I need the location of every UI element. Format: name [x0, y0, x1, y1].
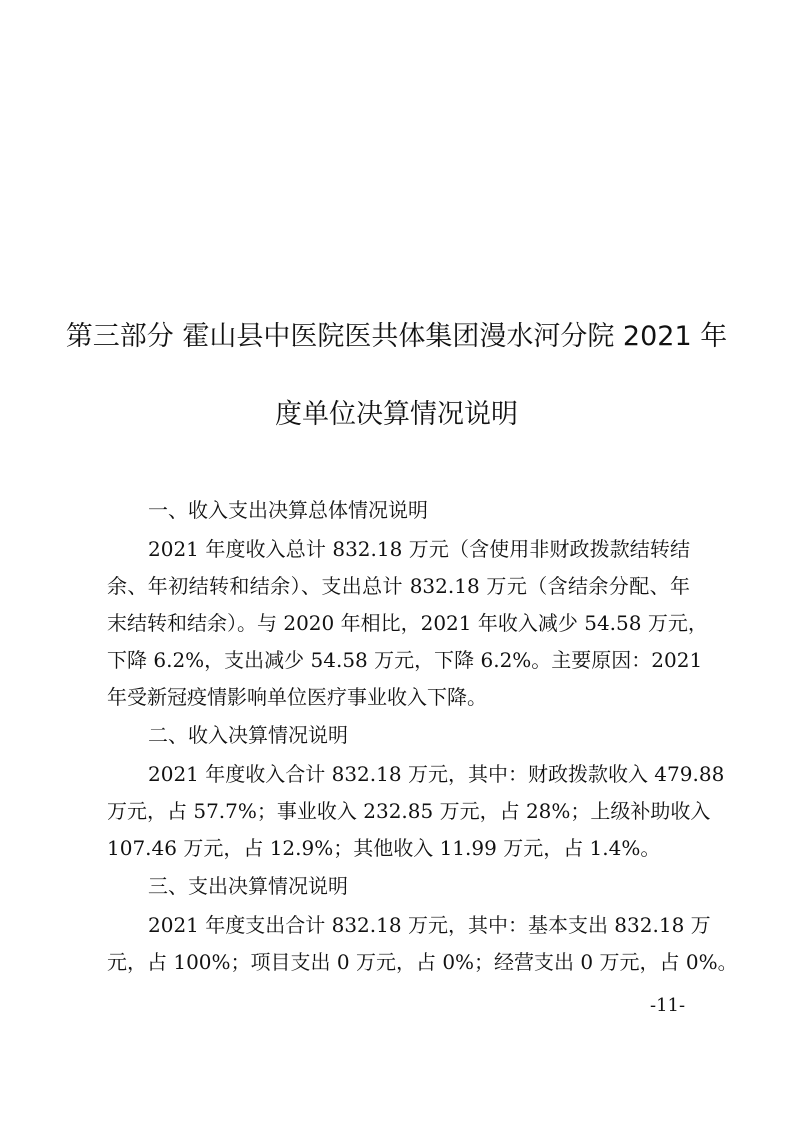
page-title-line-2: 度单位决算情况说明 — [275, 399, 518, 430]
paragraph-line: 元，占 100%；项目支出 0 万元，占 0%；经营支出 0 万元，占 0%。 — [107, 950, 738, 974]
paragraph-line: 余、年初结转和结余）、支出总计 832.18 万元（含结余分配、年 — [107, 574, 690, 598]
section-heading-3: 三、支出决算情况说明 — [148, 874, 348, 898]
paragraph-line: 107.46 万元，占 12.9%；其他收入 11.99 万元，占 1.4%。 — [107, 836, 661, 860]
paragraph-line: 2021 年度收入总计 832.18 万元（含使用非财政拨款结转结 — [148, 537, 690, 561]
section-heading-2: 二、收入决算情况说明 — [148, 723, 348, 747]
paragraph-line: 万元，占 57.7%；事业收入 232.85 万元，占 28%；上级补助收入 — [107, 799, 711, 823]
paragraph-line: 2021 年度支出合计 832.18 万元，其中：基本支出 832.18 万 — [148, 913, 711, 937]
paragraph-line: 2021 年度收入合计 832.18 万元，其中：财政拨款收入 479.88 — [148, 762, 725, 786]
section-heading-1: 一、收入支出决算总体情况说明 — [148, 498, 428, 522]
paragraph-line: 末结转和结余）。与 2020 年相比，2021 年收入减少 54.58 万元， — [107, 611, 708, 635]
paragraph-line: 下降 6.2%，支出减少 54.58 万元，下降 6.2%。主要原因：2021 — [107, 648, 703, 672]
page-title-line-1: 第三部分 霍山县中医院医共体集团漫水河分院 2021 年 — [65, 321, 728, 352]
page-number: -11- — [650, 995, 686, 1016]
paragraph-line: 年受新冠疫情影响单位医疗事业收入下降。 — [107, 685, 487, 709]
